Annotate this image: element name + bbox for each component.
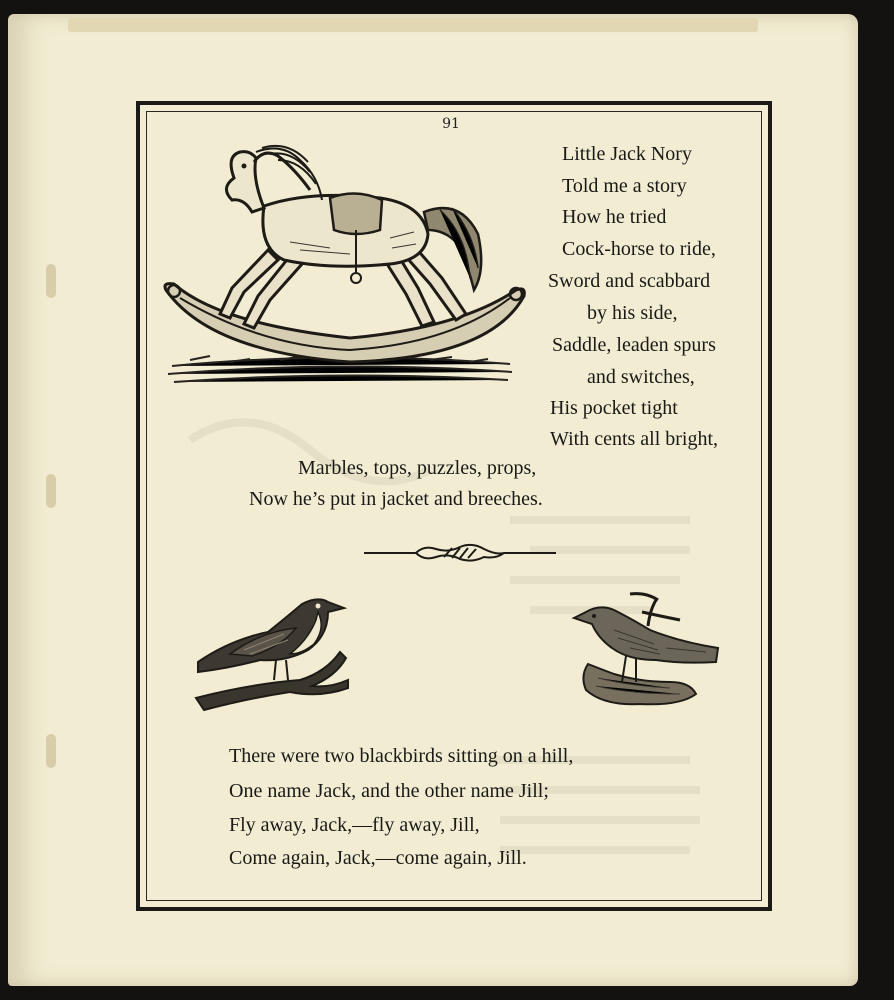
binding-notch	[46, 264, 56, 298]
verse-line: Sword and scabbard	[548, 270, 711, 292]
page-top-edge	[68, 18, 758, 32]
verse-line: With cents all bright,	[550, 428, 719, 450]
verse-line: How he tried	[562, 206, 667, 228]
page-number: 91	[442, 116, 460, 132]
verse-line: Come again, Jack,—come again, Jill.	[229, 847, 527, 869]
verse-line: One name Jack, and the other name Jill;	[229, 780, 549, 802]
verse-line: by his side,	[587, 302, 678, 324]
ornamental-divider-icon	[364, 543, 556, 563]
verse-line: Fly away, Jack,—fly away, Jill,	[229, 814, 480, 836]
rocking-horse-woodcut-icon	[160, 138, 532, 390]
binding-notch	[46, 474, 56, 508]
verse-line: and switches,	[587, 366, 695, 388]
verse-line: Saddle, leaden spurs	[552, 334, 716, 356]
blackbird-on-log-icon	[570, 590, 720, 710]
blackbird-on-branch-icon	[190, 588, 352, 714]
verse-line: Little Jack Nory	[562, 143, 692, 165]
verse-line: There were two blackbirds sitting on a hill,	[229, 745, 574, 767]
verse-line: Told me a story	[562, 175, 687, 197]
verse-line: Cock-horse to ride,	[562, 238, 716, 260]
binding-notch	[46, 734, 56, 768]
verse-line: His pocket tight	[550, 397, 678, 419]
verse-line: Marbles, tops, puzzles, props,	[298, 457, 537, 479]
verse-line: Now he’s put in jacket and breeches.	[249, 488, 543, 510]
